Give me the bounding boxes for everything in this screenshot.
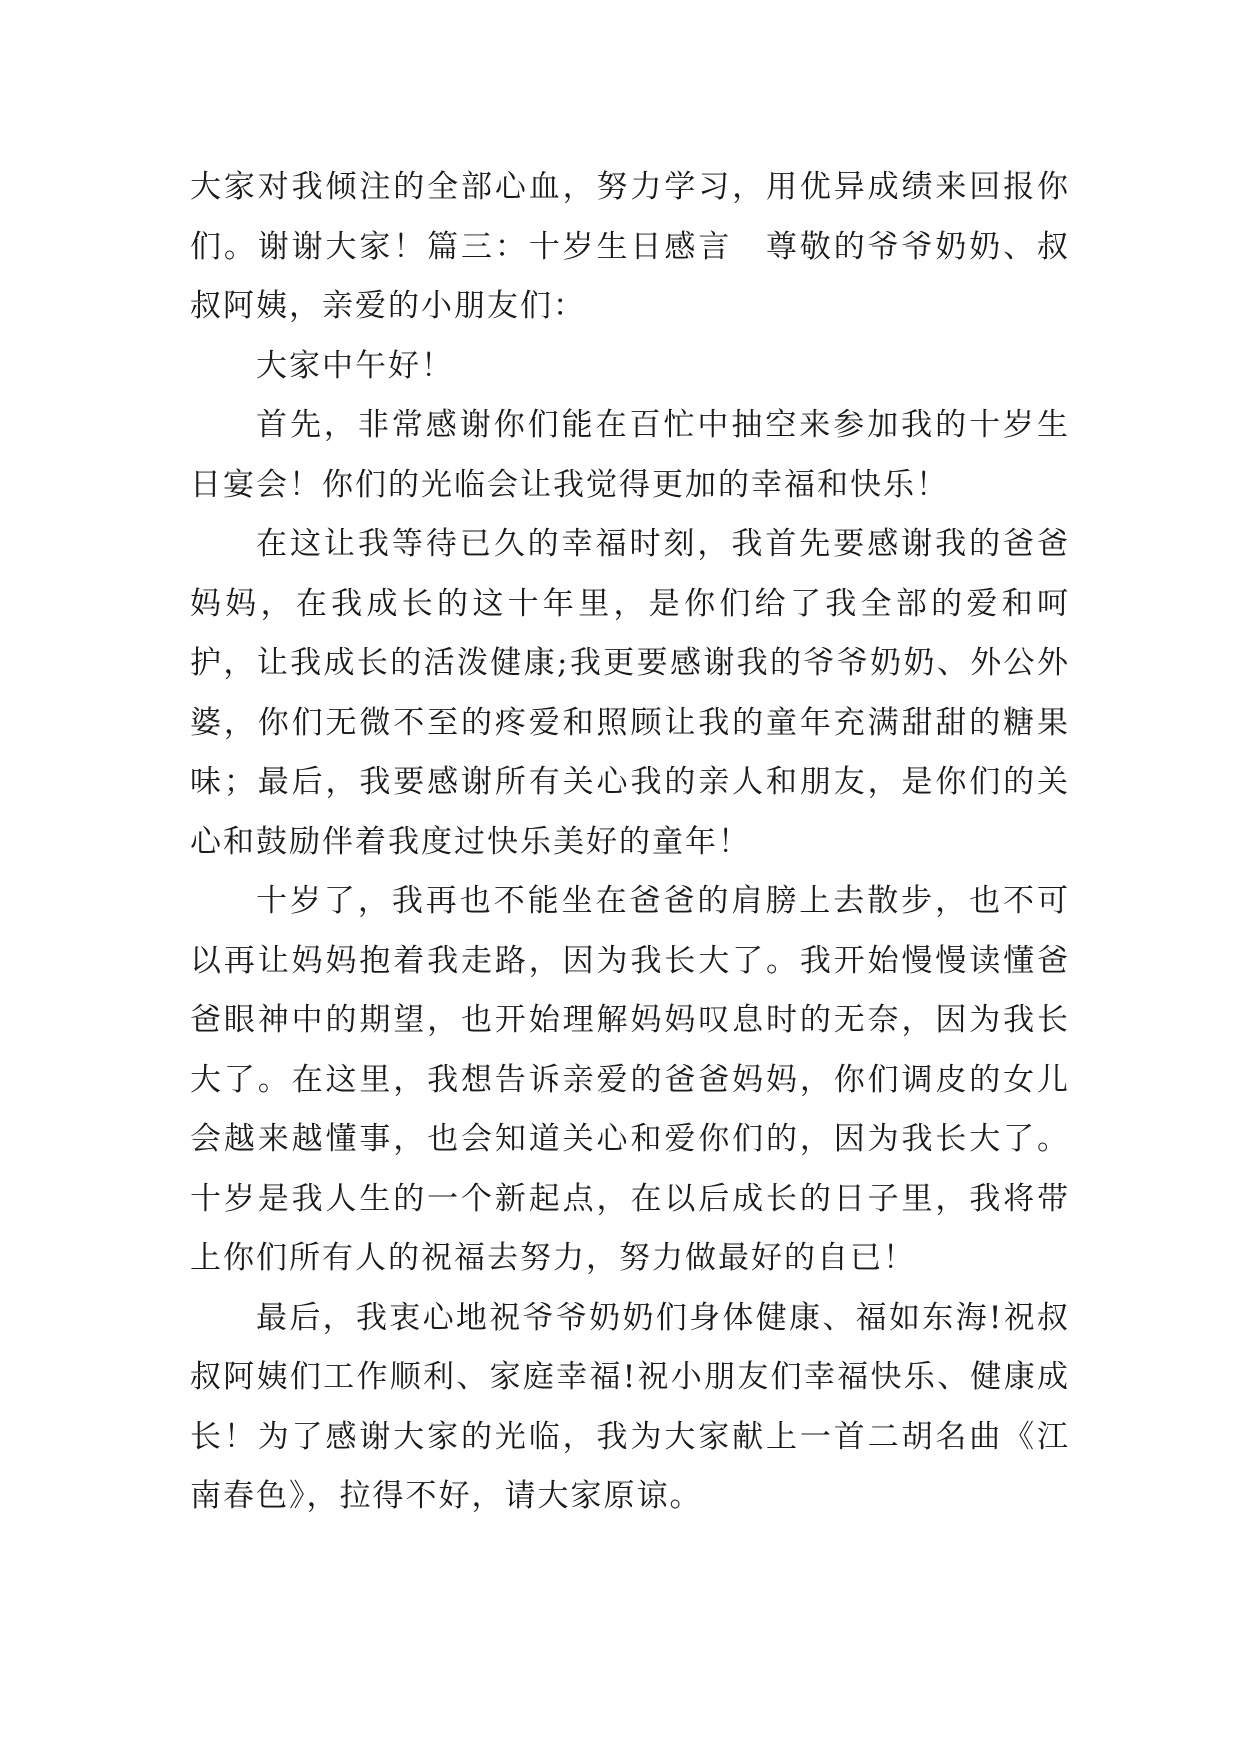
paragraph-4: 在这让我等待已久的幸福时刻，我首先要感谢我的爸爸妈妈，在我成长的这十年里，是你们给了我全部的爱和呵护，让我成长的活泼健康;我更要感谢我的爷爷奶奶、外公外婆，你们无微不至的疼爱和照顾让我的童年充满甜甜的糖果味；最后，我要感谢所有关心我的亲人和朋友，是你们的关心和鼓励伴着我度过快乐美好的童年！ bbox=[190, 526, 1070, 860]
paragraph-2: 大家中午好！ bbox=[256, 347, 454, 384]
document-body bbox=[190, 158, 1070, 1527]
paragraph-5: 十岁了，我再也不能坐在爸爸的肩膀上去散步，也不可以再让妈妈抱着我走路，因为我长大了。我开始慢慢读懂爸爸眼神中的期望，也开始理解妈妈叹息时的无奈，因为我长大了。在这里，我想告诉亲爱的爸爸妈妈，你们调皮的女儿会越来越懂事，也会知道关心和爱你们的，因为我长大了。十岁是我人生的一个新起点，在以后成长的日子里，我将带上你们所有人的祝福去努力，努力做最好的自已！ bbox=[190, 883, 1070, 1276]
paragraph-6: 最后，我衷心地祝爷爷奶奶们身体健康、福如东海!祝叔叔阿姨们工作顺利、家庭幸福!祝小朋友们幸福快乐、健康成长！为了感谢大家的光临，我为大家献上一首二胡名曲《江南春色》，拉得不好，请大家原谅。 bbox=[190, 1299, 1070, 1514]
paragraph-1: 大家对我倾注的全部心血，努力学习，用优异成绩来回报你们。谢谢大家！篇三：十岁生日感言 尊敬的爷爷奶奶、叔叔阿姨，亲爱的小朋友们： bbox=[190, 169, 1070, 324]
paragraph-3: 首先，非常感谢你们能在百忙中抽空来参加我的十岁生日宴会！你们的光临会让我觉得更加的幸福和快乐！ bbox=[190, 407, 1070, 503]
